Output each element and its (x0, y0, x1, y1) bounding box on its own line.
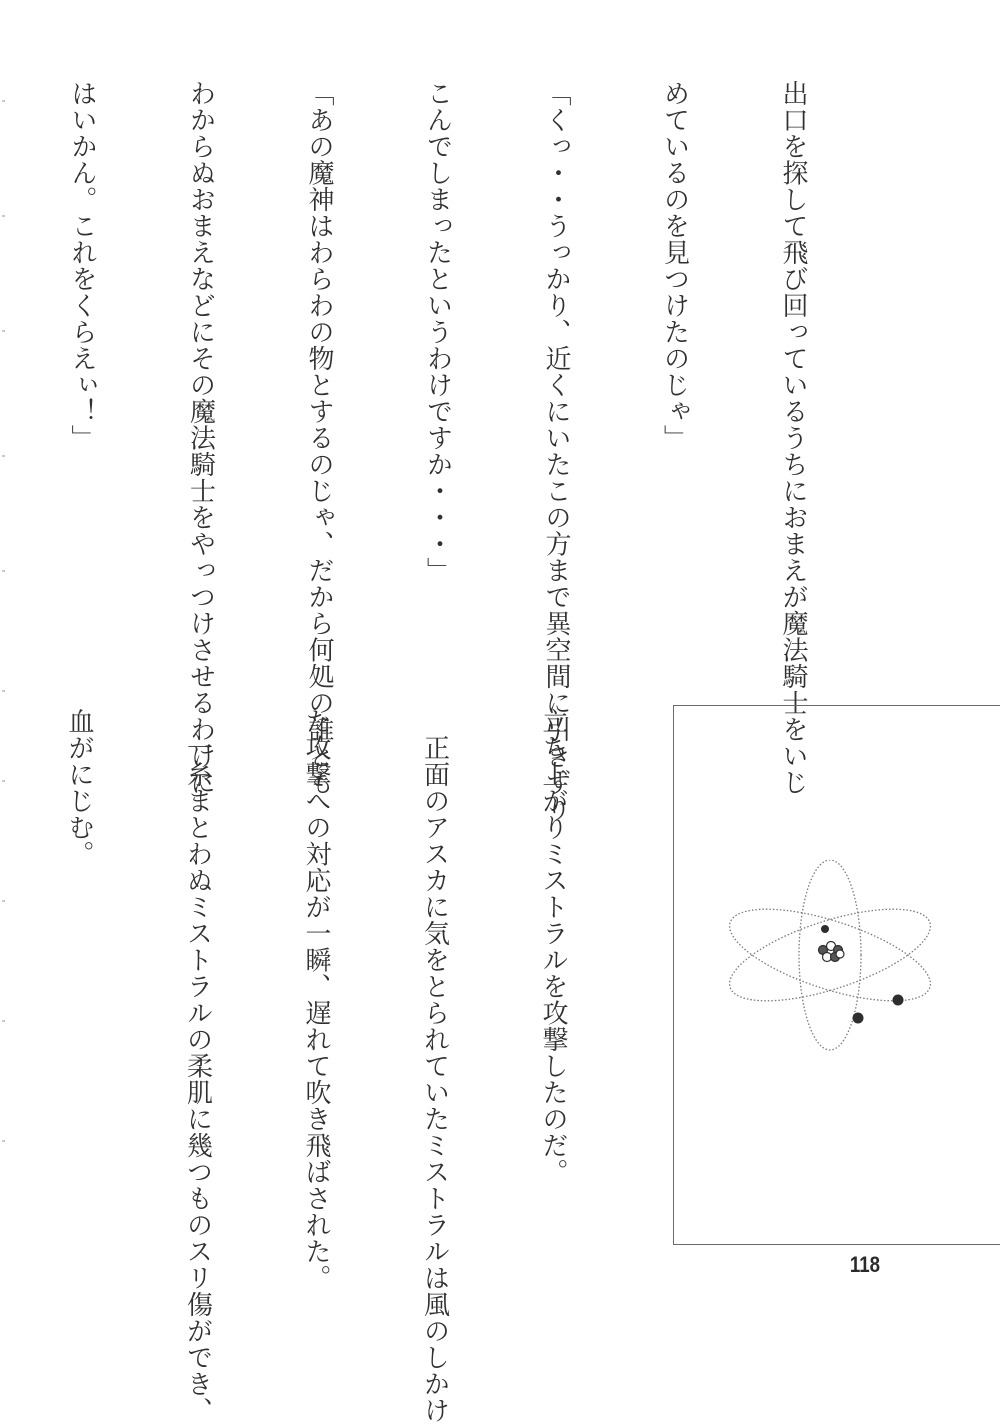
text-line: こんでしまったというわけですか・・・」 (422, 80, 453, 584)
text-line: 一糸まとわぬミストラルの柔肌に幾つものスリ傷ができ、 (182, 708, 213, 1424)
text-line: 「くっ・・うっかり、近くにいたこの方まで異空間に引きずり (541, 80, 571, 822)
text-line: 「あの魔神はわらわの物とするのじゃ、だから何処の誰とも (304, 80, 334, 796)
text-line: 血がにじむ。 (64, 708, 94, 867)
page-number: 118 (849, 1252, 881, 1277)
text-line: 立ち上がりミストラルを攻撃したのだ。 (538, 708, 568, 1185)
atom-icon (725, 860, 935, 1060)
text-line: めているのを見つけたのじゃ」 (659, 80, 690, 451)
text-line: た攻撃への対応が一瞬、遅れて吹き飛ばされた。 (301, 708, 331, 1291)
text-line: 出口を探して飛び回っているうちにおまえが魔法騎士をいじ (778, 80, 808, 796)
electron-icon (893, 995, 904, 1006)
electron-icon (821, 925, 829, 933)
text-line: 正面のアスカに気をとられていたミストラルは風のしかけ (419, 708, 450, 1424)
text-line: はいかん。これをくらえぃ！」 (67, 80, 97, 451)
nucleus-icon (819, 942, 845, 962)
electron-icon (853, 1013, 864, 1024)
text-line: わからぬおまえなどにその魔法騎士をやっつけさせるわけに (185, 80, 216, 796)
bottom-text-block (0, 708, 651, 1424)
